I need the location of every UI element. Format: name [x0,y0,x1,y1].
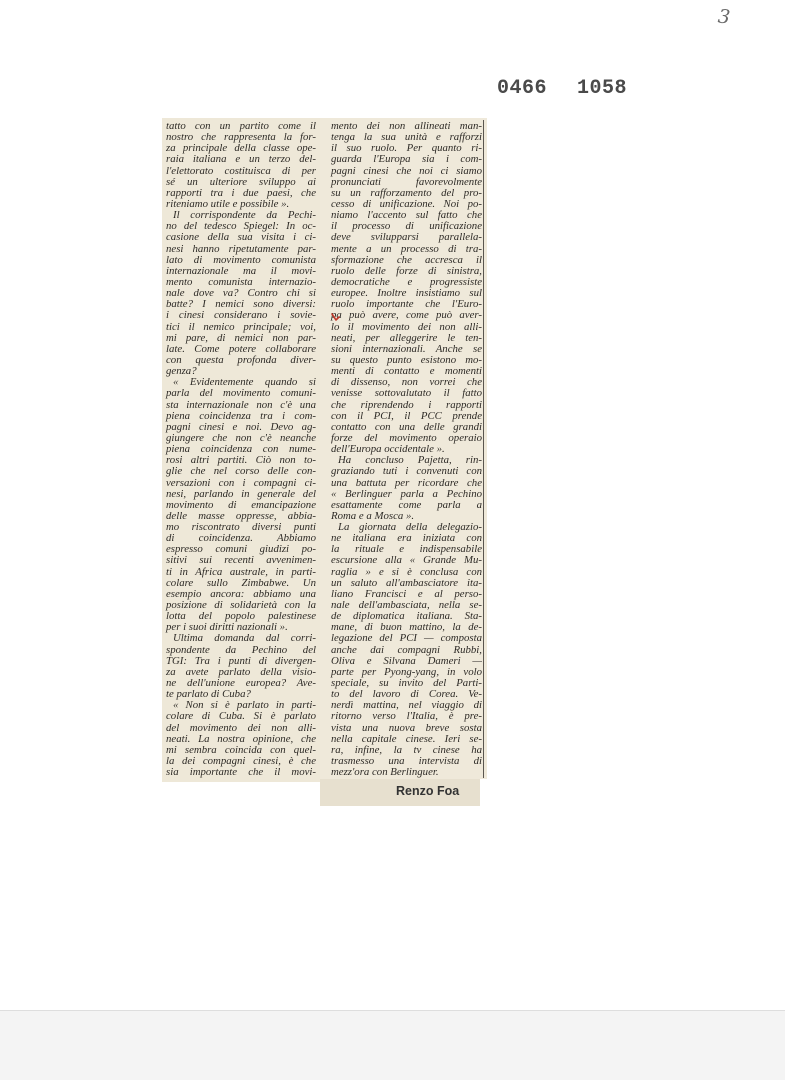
text-line: nostro che rappresenta la for- [166,131,316,144]
text-line: pronunciati favorevolmente [331,175,482,188]
text-line: guarda l'Europa sia i com- [331,153,482,166]
text-line: mi pare, di nemici non par- [166,331,316,344]
archive-stamp-number-1: 0466 [497,77,548,100]
text-line: i cinesi considerano i sovie- [166,309,316,322]
paragraph [331,121,482,455]
article-column-1 [166,121,316,778]
text-line: rosi altri partiti. Ciò non to- [166,454,316,467]
text-line: trasmesso una intervista di [331,755,482,768]
text-line: ne dell'unione europea? Ave- [166,677,316,690]
text-line: « Evidentemente quando si [173,376,316,389]
text-line: mi sembra coincida con quel- [166,743,316,756]
text-line: neati. La nostra opinione, che [166,732,316,745]
text-line: de diplomatica italiana. Sta- [331,610,482,623]
text-line: riteniamo utile e possibile ». [166,197,290,210]
text-line: su questo punto esistono mo- [331,353,482,366]
text-line: Oliva e Silvana Dameri — [331,654,482,667]
text-line: piena coincidenza con nume- [166,443,316,456]
text-line: espresso comuni giudizi po- [166,543,316,556]
text-line: to del lavoro di Corea. Ve- [331,688,482,701]
text-line: deve svilupparsi parallela- [331,231,482,244]
text-line: pagni cinesi e noi. Devo ag- [166,420,316,433]
text-line: movimento di emancipazione [166,498,316,511]
text-line: con il PCI, il PCC prende [331,409,482,422]
text-line: sé un ulteriore sviluppo ai [166,175,316,188]
text-line: nale dove va? Contro chi si [166,287,316,300]
text-line: graziando tuti i convenuti con [331,465,482,478]
text-line: za principale della classe ope- [166,142,316,155]
text-line: Ultima domanda dal corri- [173,632,316,645]
text-line: un saluto all'ambasciatore ita- [331,576,482,589]
text-line: pagni cinesi che noi ci siamo [331,164,482,177]
text-line: batte? I nemici sono diversi: [166,298,316,311]
text-line: lato di movimento comunista [166,253,316,266]
text-line: ritorno verso l'Italia, è pre- [331,710,482,723]
text-line: per i suoi diritti nazionali ». [166,621,288,634]
text-line: parla del movimento comuni- [166,387,316,400]
text-line: di dissenso, non vorrei che [331,376,482,389]
text-line: late. Come potere collaborare [166,342,316,355]
text-line: La giornata della delegazio- [338,521,482,534]
text-line: versazioni con i compagni ci- [166,476,316,489]
text-line: za avete parlato della visio- [166,665,316,678]
text-line: ruolo delle forze di sinistra, [331,264,482,277]
column-rule [483,120,484,778]
text-line: « Berlinguer parla a Pechino [331,487,482,500]
text-line: forze del movimento operaio [331,431,482,444]
text-line: mento comunista internazio- [166,275,316,288]
text-line: vista una nuova breve sosta [331,721,482,734]
text-line: anche dai compagni Rubbi, [331,643,482,656]
text-line: genza? [166,365,197,378]
text-line: mento dei non allineati man- [331,120,482,132]
text-line: il processo di unificazione [331,220,482,233]
text-line: del movimento dei non alli- [166,721,316,734]
handwritten-page-number: 3 [716,5,732,29]
paragraph [166,210,316,377]
text-line: nesi hanno ripetutamente par- [166,242,316,255]
text-line: rapporti tra i due paesi, che [166,186,316,199]
paragraph [331,455,482,522]
text-line: pa può avere, come può aver- [331,309,482,322]
text-line: ti in Africa australe, in parti- [166,565,316,578]
text-line: nerdì mattina, nel viaggio di [331,699,482,712]
text-line: posizione di solidarietà con la [166,599,316,612]
text-line: Il corrispondente da Pechi- [173,209,316,222]
text-line: che riprendendo i rapporti [331,398,482,411]
text-line: neati, per alleggerire le ten- [331,331,482,344]
article-column-2 [331,121,482,778]
text-line: speciale, su invito del Parti- [331,677,482,690]
text-line: esempio ancora: abbiamo una [166,587,316,600]
text-line: la rituale e indispensabile [331,543,482,556]
text-line: parte per Pyong-yang, in volo [331,665,482,678]
paragraph [166,633,316,700]
text-line: giungere che non c'è neanche [166,431,316,444]
scanner-edge-band [0,1010,785,1080]
text-line: nale dell'ambasciata, nella se- [331,599,482,612]
author-signature: Renzo Foa [396,784,460,798]
text-line: il suo ruolo. Per quanto ri- [331,142,482,155]
text-line: raglia » e si è conclusa con [331,565,482,578]
text-line: delle masse oppresse, abbia- [166,509,316,522]
text-line: internazionale ma il movi- [166,264,316,277]
text-line: colare sullo Zimbabwe. Un [166,576,316,589]
text-line: ne italiana era iniziata con [331,532,482,545]
text-line: liano Francisci e al perso- [331,587,482,600]
text-line: menti di contatto e momenti [331,365,482,378]
text-line: mezz'ora con Berlinguer. [331,766,439,779]
archive-stamp-number-2: 1058 [577,77,628,100]
text-line: con questa profonda diver- [166,353,316,366]
text-line: tici il nemico principale; voi, [166,320,316,333]
text-line: mo riscontrato diversi punti [166,521,316,534]
text-line: TGI: Tra i punti di divergen- [166,654,316,667]
text-line: niamo l'accento sul fatto che [331,209,482,222]
text-line: spondente da Pechino del [166,643,316,656]
paragraph [166,121,316,210]
text-line: Ha concluso Pajetta, rin- [338,454,482,467]
text-line: europee. Inoltre insistiamo sul [331,287,482,300]
paragraph [166,700,316,778]
text-line: l'elettorato costituisca di per [166,164,316,177]
paragraph [331,522,482,778]
text-line: tenga la sua unità e rafforzi [331,131,482,144]
text-line: mane, di buon mattino, la de- [331,621,482,634]
text-line: lotta del popolo palestinese [166,610,316,623]
text-line: casione della sua visita i ci- [166,231,316,244]
text-line: legazione del PCI — composta [331,632,482,645]
text-line: escursione alla « Grande Mu- [331,554,482,567]
text-line: « Non si è parlato in parti- [173,699,316,712]
text-line: nella capitale cinese. Ieri se- [331,732,482,745]
text-line: no del tedesco Spiegel: In oc- [166,220,316,233]
text-line: cesso di unificazione. Noi po- [331,197,482,210]
text-line: dell'Europa occidentale ». [331,443,445,456]
text-line: la dei compagni cinesi, è che [166,755,316,768]
text-line: sioni internazionali. Anche se [331,342,482,355]
text-line: sitivi sui recenti avvenimen- [166,554,316,567]
text-line: piena coincidenza tra i com- [166,409,316,422]
text-line: contatto con una delle grandi [331,420,482,433]
text-line: venisse sottovalutato il fatto [331,387,482,400]
text-line: sia importante che il movi- [166,766,316,779]
text-line: ra, infine, la tv cinese ha [331,743,482,756]
text-line: Roma e a Mosca ». [331,509,415,522]
text-line: lo il movimento dei non alli- [331,320,482,333]
paragraph [166,377,316,633]
text-line: tatto con un partito come il [166,120,316,132]
text-line: una battuta per ricordare che [331,476,482,489]
text-line: sta internazionale non c'è una [166,398,316,411]
text-line: glie che nel corso delle con- [166,465,316,478]
text-line: democratiche e progressiste [331,275,482,288]
text-line: mente a un processo di tra- [331,242,482,255]
text-line: colare di Cuba. Si è parlato [166,710,316,723]
text-line: di coincidenza. Abbiamo [166,532,316,545]
text-line: raia italiana e un terzo del- [166,153,316,166]
text-line: esattamente come parla a [331,498,482,511]
text-line: sformazione che accresca il [331,253,482,266]
red-pencil-mark-icon [330,311,344,323]
text-line: te parlato di Cuba? [166,688,251,701]
text-line: nesi, parlando in generale del [166,487,316,500]
text-line: su un rafforzamento del pro- [331,186,482,199]
text-line: ruolo importante che l'Euro- [331,298,482,311]
